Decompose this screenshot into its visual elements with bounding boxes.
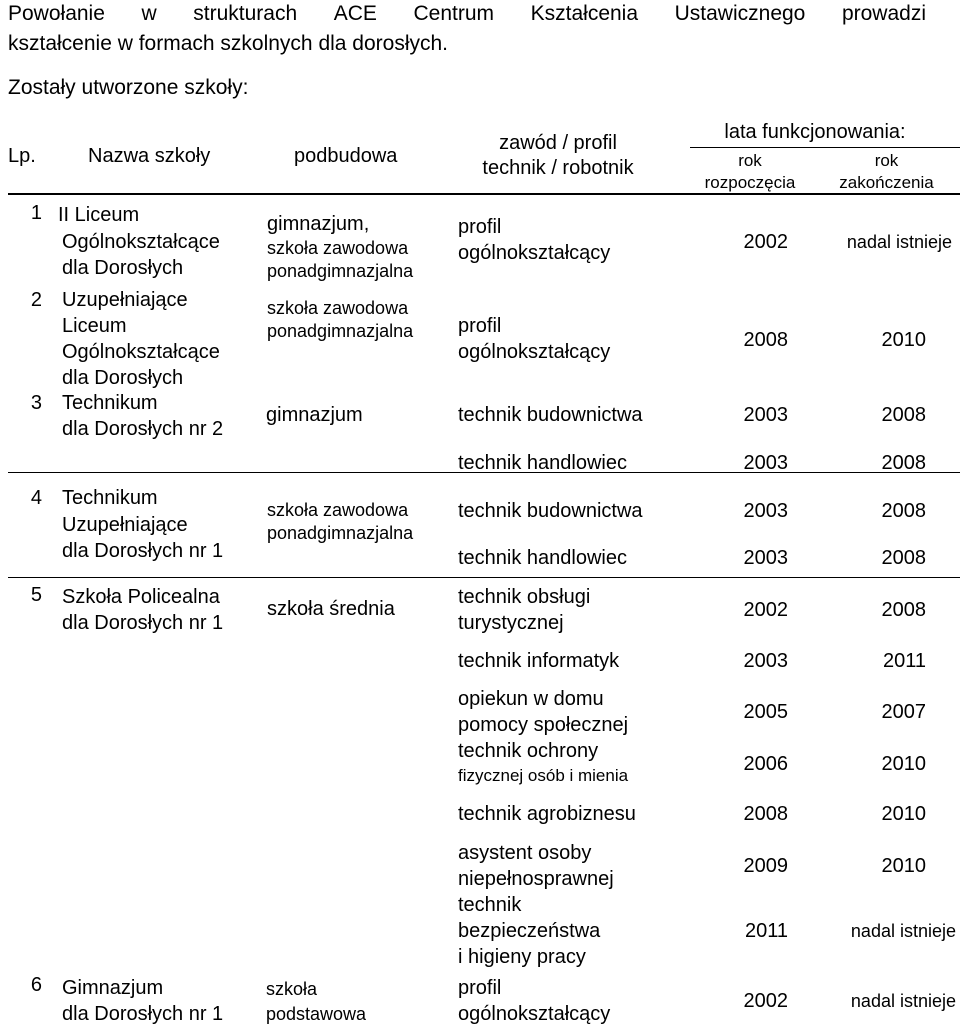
- year-end: 2010: [881, 753, 926, 775]
- zawod-label: fizycznej osób i mienia: [458, 766, 629, 785]
- school-name: dla Dorosłych nr 1: [62, 612, 224, 634]
- intro-line-3: Zostały utworzone szkoły:: [8, 76, 249, 99]
- year-end: 2008: [881, 404, 926, 426]
- header-rok-start-2: rozpoczęcia: [704, 173, 796, 192]
- zawod-label: turystycznej: [458, 612, 564, 634]
- year-end: 2010: [881, 803, 926, 825]
- school-name: dla Dorosłych nr 1: [62, 540, 224, 562]
- podbudowa: szkoła: [266, 979, 318, 999]
- zawod-label: ogólnokształcący: [458, 341, 611, 363]
- header-rule-main: [8, 193, 960, 195]
- podbudowa: gimnazjum: [266, 404, 363, 426]
- header-zawod-1: zawód / profil: [499, 132, 617, 154]
- row-number: 1: [30, 202, 42, 224]
- zawod-label: opiekun w domu: [458, 688, 604, 710]
- year-end: nadal istnieje: [850, 991, 956, 1011]
- year-start: 2006: [743, 753, 788, 775]
- year-end: 2008: [881, 452, 926, 474]
- year-end: 2008: [881, 500, 926, 522]
- school-name: Gimnazjum: [62, 977, 164, 999]
- school-name: Liceum: [62, 315, 127, 337]
- year-start: 2005: [743, 701, 788, 723]
- year-end: 2008: [881, 547, 926, 569]
- header-podbudowa: podbudowa: [294, 145, 398, 167]
- header-zawod-2: technik / robotnik: [482, 157, 634, 179]
- zawod-label: technik obsługi: [458, 586, 591, 608]
- year-start: 2011: [744, 920, 788, 942]
- row-separator: [8, 577, 960, 578]
- header-nazwa: Nazwa szkoły: [88, 145, 211, 167]
- school-name: Technikum: [62, 392, 158, 414]
- row-number: 4: [30, 487, 42, 509]
- year-start: 2008: [743, 329, 788, 351]
- row-number: 5: [30, 584, 42, 606]
- year-end: 2011: [882, 650, 926, 672]
- intro-line-1: Powołanie w strukturach ACE Centrum Kształcenia Ustawicznego prowadzi: [8, 2, 926, 25]
- zawod-label: profil: [458, 977, 502, 999]
- year-start: 2003: [743, 500, 788, 522]
- row-number: 6: [30, 974, 42, 996]
- zawod-label: technik handlowiec: [458, 452, 627, 474]
- row-number: 3: [30, 392, 42, 414]
- header-lp: Lp.: [8, 145, 36, 167]
- year-end: 2010: [881, 329, 926, 351]
- header-rok-end-1: rok: [874, 151, 899, 170]
- year-start: 2008: [743, 803, 788, 825]
- row-number: 2: [30, 289, 42, 311]
- zawod-label: ogólnokształcący: [458, 1003, 611, 1025]
- school-name: Uzupełniające: [62, 289, 188, 311]
- year-start: 2002: [743, 599, 788, 621]
- zawod-label: technik handlowiec: [458, 547, 627, 569]
- header-lata: lata funkcjonowania:: [724, 121, 906, 143]
- year-start: 2009: [743, 855, 788, 877]
- podbudowa: ponadgimnazjalna: [267, 321, 414, 341]
- podbudowa: ponadgimnazjalna: [267, 523, 414, 543]
- podbudowa: gimnazjum,: [267, 213, 370, 235]
- year-end: nadal istnieje: [850, 921, 956, 941]
- school-name: Ogólnokształcące: [62, 341, 220, 363]
- year-end: 2008: [881, 599, 926, 621]
- school-name: Ogólnokształcące: [62, 231, 220, 253]
- zawod-label: i higieny pracy: [458, 946, 586, 968]
- zawod-label: niepełnosprawnej: [458, 868, 614, 890]
- school-name: Szkoła Policealna: [62, 586, 220, 608]
- school-name: dla Dorosłych nr 1: [62, 1003, 224, 1025]
- year-start: 2003: [743, 547, 788, 569]
- year-end: 2007: [881, 701, 926, 723]
- zawod-label: ogólnokształcący: [458, 242, 611, 264]
- year-start: 2002: [743, 990, 788, 1012]
- school-name: Uzupełniające: [62, 514, 188, 536]
- school-name: dla Dorosłych nr 2: [62, 418, 224, 440]
- zawod-label: technik: [458, 894, 522, 916]
- school-name: dla Dorosłych: [62, 257, 184, 279]
- zawod-label: bezpieczeństwa: [458, 920, 601, 942]
- podbudowa: szkoła zawodowa: [267, 298, 409, 318]
- zawod-label: technik agrobiznesu: [458, 803, 636, 825]
- podbudowa: szkoła zawodowa: [267, 500, 409, 520]
- intro-line-2: kształcenie w formach szkolnych dla dorosłych.: [8, 32, 449, 55]
- header-rok-start-1: rok: [738, 151, 762, 170]
- podbudowa: ponadgimnazjalna: [267, 261, 414, 281]
- zawod-label: profil: [458, 315, 502, 337]
- zawod-label: technik informatyk: [458, 650, 620, 672]
- year-end: 2010: [881, 855, 926, 877]
- podbudowa: szkoła zawodowa: [267, 238, 409, 258]
- school-name: Technikum: [62, 487, 158, 509]
- podbudowa: podstawowa: [266, 1004, 367, 1024]
- podbudowa: szkoła średnia: [267, 598, 395, 620]
- zawod-label: technik budownictwa: [458, 404, 643, 426]
- year-start: 2003: [743, 404, 788, 426]
- header-rok-end-2: zakończenia: [839, 173, 934, 192]
- year-end: nadal istnieje: [846, 232, 952, 252]
- year-start: 2002: [743, 231, 788, 253]
- zawod-label: asystent osoby: [458, 842, 592, 864]
- header-rule-lata: [690, 147, 960, 148]
- zawod-label: pomocy społecznej: [458, 714, 629, 736]
- zawod-label: technik ochrony: [458, 740, 599, 762]
- school-name: dla Dorosłych: [62, 367, 184, 389]
- year-start: 2003: [743, 650, 788, 672]
- zawod-label: technik budownictwa: [458, 500, 643, 522]
- school-name: II Liceum: [58, 204, 140, 226]
- zawod-label: profil: [458, 216, 502, 238]
- year-start: 2003: [743, 452, 788, 474]
